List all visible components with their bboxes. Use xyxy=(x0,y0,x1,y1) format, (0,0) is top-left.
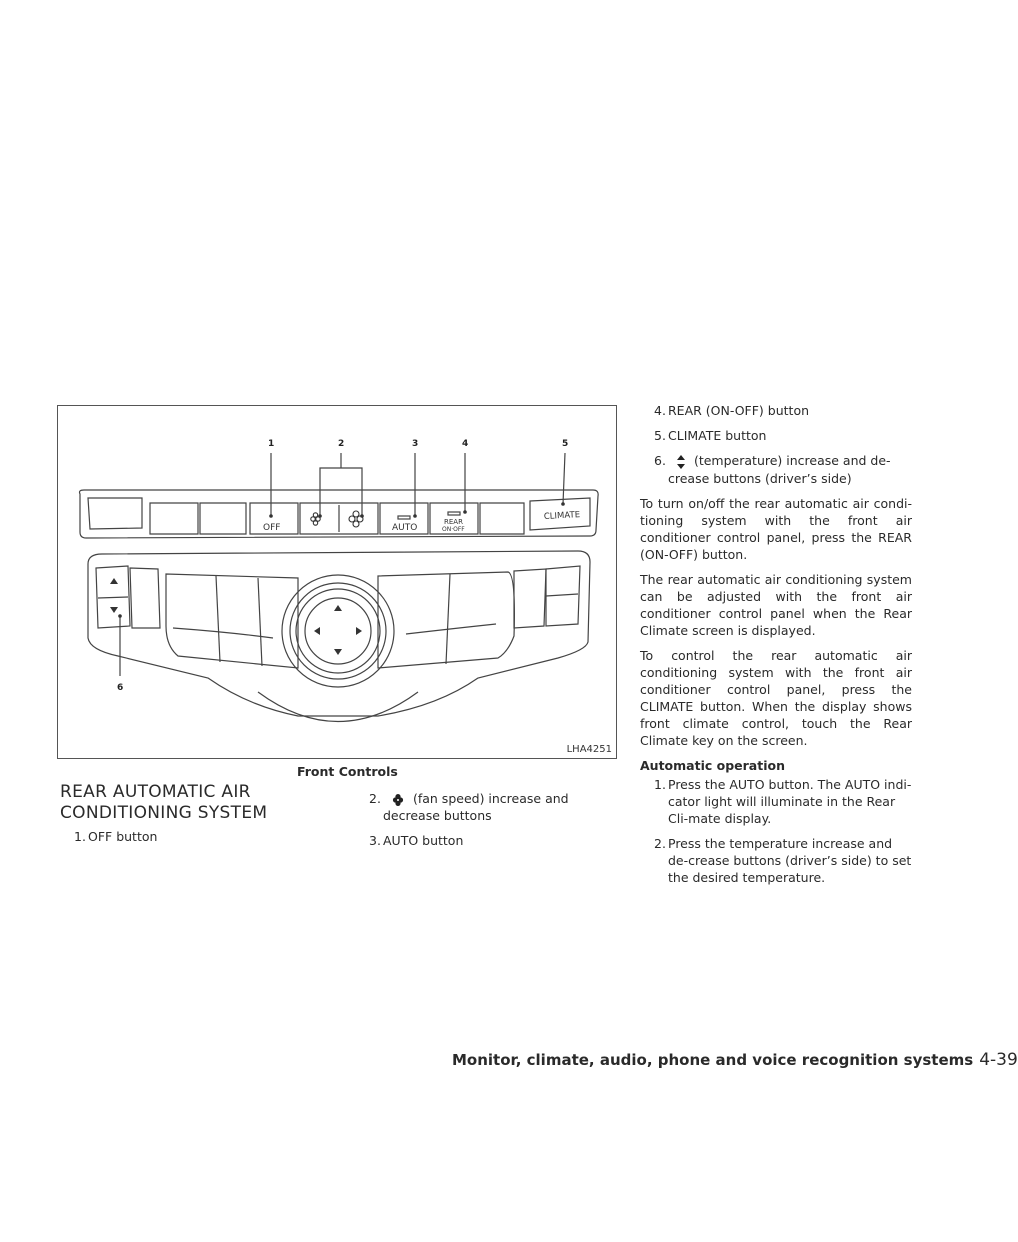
list-item: 5. CLIMATE button xyxy=(654,428,767,443)
left-slot xyxy=(173,628,273,638)
rear-button-label-line2: ON·OFF xyxy=(442,526,465,533)
blank-button-1 xyxy=(150,503,198,534)
left-vent-line-2 xyxy=(258,578,262,666)
list-item: 2. Press the temperature increase and de-crease buttons (driver’s side) to set the desired temperature. xyxy=(654,835,912,885)
auto-button-label: AUTO xyxy=(392,523,418,533)
top-strip-left-pad xyxy=(88,498,142,529)
fan-low-icon xyxy=(311,513,320,525)
knob-down-arrow-icon xyxy=(334,649,342,655)
rear-button-label-line1: REAR xyxy=(444,518,463,526)
right-slot xyxy=(406,624,496,634)
fan-icon xyxy=(391,793,405,807)
list-item: 2. (fan speed) increase and decrease buttons xyxy=(369,791,569,823)
callout-3: 3 xyxy=(412,439,419,449)
figure-caption: Front Controls xyxy=(297,764,398,779)
blank-button-3 xyxy=(480,503,524,534)
paragraph-rear-on-off: To turn on/off the rear automatic air condi-tioning system with the front air conditioner control panel, press the REAR (ON-OFF) button. xyxy=(640,495,912,562)
climate-button-label: CLIMATE xyxy=(543,510,581,522)
list-item: 1. Press the AUTO button. The AUTO indi-cator light will illuminate in the Rear Cli-mate display. xyxy=(654,776,912,826)
callout-2-leader xyxy=(320,468,362,516)
callout-5: 5 xyxy=(562,439,569,449)
paragraph-climate-button: To control the rear automatic air conditioning system with the front air conditioner control panel, press the CLIMATE button. When the display shows front climate control, touch the Rear Climate key on the screen. xyxy=(640,647,912,748)
temp-up-arrow-icon xyxy=(110,578,118,584)
callout-2: 2 xyxy=(338,439,345,449)
fan-high-icon xyxy=(349,511,363,527)
right-vent-line-1 xyxy=(446,574,450,664)
list-column-left xyxy=(60,828,300,853)
callout-4: 4 xyxy=(462,439,469,449)
figure-id: LHA4251 xyxy=(566,744,612,755)
callout-5-leader xyxy=(563,453,565,504)
rear-indicator xyxy=(448,512,460,515)
control-knob-ring-2 xyxy=(296,589,380,673)
control-panel-drawing xyxy=(58,406,615,757)
knob-left-arrow-icon xyxy=(314,627,320,635)
callout-6: 6 xyxy=(117,683,124,693)
control-knob-outer xyxy=(282,575,394,687)
auto-indicator xyxy=(398,516,410,519)
list-item: 1. OFF button xyxy=(74,829,158,844)
front-controls-illustration xyxy=(57,405,617,759)
page-footer xyxy=(452,1050,1018,1070)
knob-right-arrow-icon xyxy=(356,627,362,635)
list-item: 3. AUTO button xyxy=(369,833,464,848)
page-number: 4-39 xyxy=(979,1050,1018,1070)
left-vent-block xyxy=(166,574,298,668)
temp-down-arrow-icon xyxy=(110,607,118,613)
knob-up-arrow-icon xyxy=(334,605,342,611)
callout-1: 1 xyxy=(268,439,275,449)
paragraph-rear-climate-screen: The rear automatic air conditioning system can be adjusted with the front air conditioner control panel when the Rear Climate screen is displayed. xyxy=(640,571,912,638)
knob-base-curve xyxy=(258,692,418,722)
footer-section-title: Monitor, climate, audio, phone and voice recognition systems xyxy=(452,1051,974,1069)
section-heading: REAR AUTOMATIC AIR CONDITIONING SYSTEM xyxy=(60,782,268,823)
text-column-right xyxy=(640,402,912,894)
right-side-pad xyxy=(514,569,546,628)
off-button-label: OFF xyxy=(263,523,281,533)
right-temp-divider xyxy=(546,594,578,596)
left-side-pad xyxy=(130,568,160,628)
list-item: 6. (temperature) increase and de-crease buttons (driver’s side) xyxy=(654,453,891,486)
left-vent-line-1 xyxy=(216,576,220,662)
blank-button-2 xyxy=(200,503,246,534)
left-temp-divider xyxy=(98,597,128,598)
temperature-arrows-icon xyxy=(676,454,686,470)
lower-panel-outline xyxy=(88,551,590,716)
list-item: 4. REAR (ON-OFF) button xyxy=(654,403,810,418)
automatic-operation-heading: Automatic operation xyxy=(640,757,785,773)
list-column-middle xyxy=(355,790,620,857)
